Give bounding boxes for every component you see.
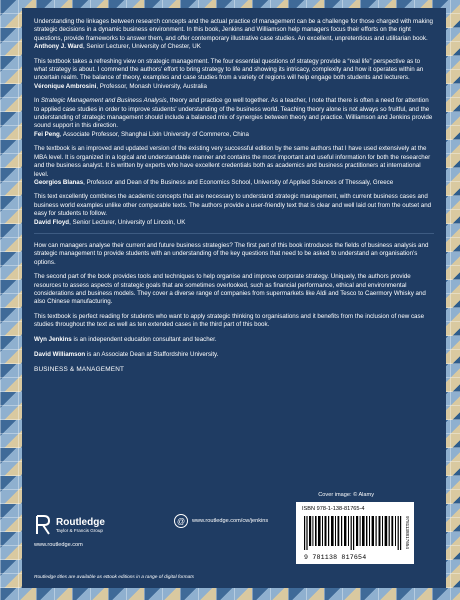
ebook-tagline: Routledge titles are available as eBook editions in a range of digital formats	[34, 575, 194, 580]
barcode-bars	[304, 516, 404, 550]
publisher-logo	[34, 514, 105, 536]
companion-url[interactable]: www.routledge.com/cw/jenkins	[192, 517, 269, 524]
review-quote-post: , theory and practice go well together. As a teacher, I note that there is often a need for attention to applied case studies in order to improve students' understanding of the business world. Teaching theory alone is not always so fruitful, and the understanding of strategic management should include a balanced mix of synergies between theory and practice. Williamson and Jenkins provide sound support in this direction.	[34, 97, 433, 130]
cover-footer	[34, 492, 434, 580]
review-quote: This textbook takes a refreshing view on strategic management. The four essential questions of strategy provide a “real life” perspective as to what strategy is about. I commend the authors' effort to bring strategy to life and showing its intricacy, complexity and how it operates within an uncertain realm. The balance of theory, examples and case studies from a variety of regions will help engage both students and lecturers.	[34, 57, 424, 82]
review-3	[34, 97, 434, 139]
review-quote-pre: In	[34, 97, 41, 105]
publisher-name: Routledge	[56, 517, 105, 528]
reviewer-name: Véronique Ambrosini	[34, 82, 97, 90]
blurb-paragraph-2: The second part of the book provides tools and techniques to help organise and improve corporate strategy. Uniquely, the authors provide resources to assess aspects of strategic goals that are sometimes overlooked, such as financial performance, ethical and environmental considerations and business models. They cover a diverse range of companies from supermarkets like Aldi and Tesco to Caermory Whisky and also Chinese manufacturing.	[34, 273, 426, 306]
author-bio-2	[34, 351, 434, 359]
author-bio-1	[34, 336, 434, 344]
author-text: is an Associate Dean at Staffordshire University.	[85, 351, 219, 358]
reviewer-role: , Senior Lecturer, University of Chester, UK	[82, 43, 201, 51]
routledge-r-icon	[34, 514, 52, 536]
publisher-group: Taylor & Francis Group	[56, 528, 103, 533]
cover-credit: Cover image: © Alamy	[318, 492, 374, 498]
review-quote: This text excellently combines the academic concepts that are necessary to understand strategic management, with current business cases and business world examples unlike other comparable texts. The authors provide a user-friendly text that is clear and well laid out from the outset and easy for students to follow.	[34, 193, 432, 218]
blurb-paragraph-3: This textbook is perfect reading for students who want to apply strategic thinking to organisations and it benefits from the inclusion of new case studies throughout the text as well as ten extended cases in the third part of this book.	[34, 312, 425, 329]
subject-category: BUSINESS & MANAGEMENT	[34, 366, 125, 374]
reviewer-role: , Professor and Dean of the Business and Economics School, University of Applied Sciences of Thessaly, Greece	[83, 178, 394, 186]
review-quote: The textbook is an improved and updated version of the existing very successful edition by the same authors that I have used extensively at the MBA level. It is organized in a logical and understandable manner and contains the most important and useful information for both the researcher and the business analyst. It is written by experts who have excellent credentials both as academics and business practitioners at international level.	[34, 145, 431, 178]
review-quote: Understanding the linkages between research concepts and the actual practice of management can be a challenge for those charged with making strategic decisions in a dynamic business environment. In this book, Jenkins and Williamson help managers focus their efforts on the right questions, provide frameworks to answer them, and offer contemporary illustrative case studies. An excellent, unpretentious and utilitarian book.	[34, 18, 433, 42]
companion-website[interactable]	[174, 514, 268, 528]
reviewer-name: Anthony J. Ward	[34, 43, 83, 51]
review-quote-title: Strategic Management and Business Analysis	[40, 97, 167, 105]
author-name: David Williamson	[34, 351, 86, 358]
back-cover-panel	[22, 8, 446, 588]
review-4	[34, 145, 434, 187]
reviewer-role: , Senior Lecturer, University of Lincoln, UK	[69, 218, 186, 226]
review-5	[34, 193, 434, 227]
barcode-box	[296, 502, 414, 564]
section-divider	[34, 233, 434, 234]
barcode-number: 9 781138 817654	[304, 554, 367, 561]
author-name: Wyn Jenkins	[34, 335, 72, 343]
reviewer-role: , Associate Professor, Shanghai Lixin University of Commerce, China	[59, 130, 249, 138]
isbn-label: ISBN 978-1-138-81765-4	[302, 506, 365, 512]
reviewer-role: , Professor, Monash University, Australia	[96, 82, 207, 90]
publisher-url[interactable]: www.routledge.com	[34, 542, 83, 548]
reviewer-name: Georgios Blanas	[34, 178, 84, 186]
reviewer-name: Fei Peng	[34, 130, 60, 138]
reviewer-name: David Floyd	[34, 218, 70, 226]
blurb-paragraph-1: How can managers analyse their current and future business strategies? The first part of this book introduces the fields of business analysis and strategic management to provide students with an understanding of the key questions that need to be asked to understand an organisation's options.	[34, 241, 429, 266]
globe-icon: @	[174, 514, 188, 528]
review-1	[34, 18, 434, 52]
review-2	[34, 58, 434, 92]
side-barcode-code: 9781138817654	[405, 516, 410, 549]
author-text: is an independent education consultant and teacher.	[71, 335, 217, 343]
